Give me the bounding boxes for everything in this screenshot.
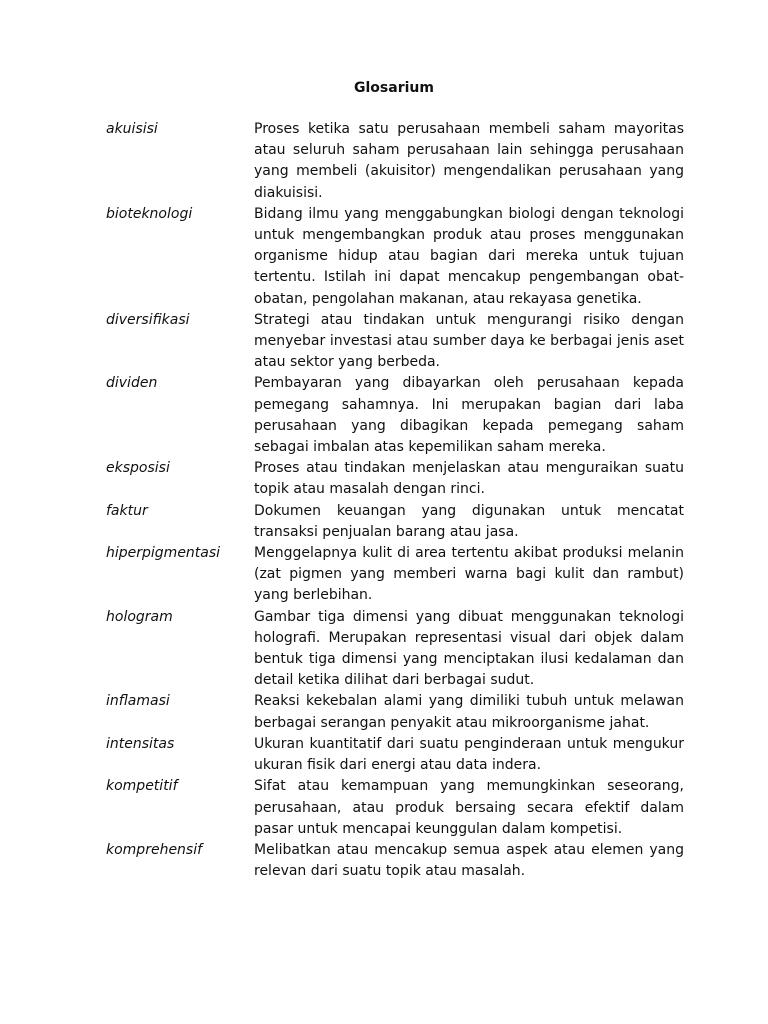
glossary-entry (106, 543, 684, 607)
glossary-entry (106, 119, 684, 204)
glossary-term: hiperpigmentasi (106, 545, 221, 562)
glossary-entry (106, 373, 684, 458)
glossary-definition: Ukuran kuantitatif dari suatu penginderaan untuk mengukur ukuran fisik dari energi atau data indera. (254, 735, 684, 774)
glossary-definition: Strategi atau tindakan untuk mengurangi risiko dengan menyebar investasi atau sumber daya ke berbagai jenis aset atau sektor yang berbeda. (254, 311, 684, 371)
glossary-term: bioteknologi (106, 205, 193, 222)
glossary-term: inflamasi (106, 693, 170, 710)
glossary-entry (106, 607, 684, 692)
glossary-term: akuisisi (106, 121, 158, 137)
glossary-term: dividen (106, 375, 158, 392)
glossary-entry (106, 840, 684, 882)
glossary-term: eksposisi (106, 460, 170, 477)
glossary-definition: Melibatkan atau mencakup semua aspek atau elemen yang relevan dari suatu topik atau masalah. (254, 841, 684, 880)
glossary-definition: Proses atau tindakan menjelaskan atau menguraikan suatu topik atau masalah dengan rinci. (254, 460, 684, 498)
glossary-entry (106, 776, 684, 840)
glossary-term: diversifikasi (106, 311, 190, 328)
glossary-term: komprehensif (106, 841, 203, 858)
glossary-definition: Proses ketika satu perusahaan membeli saham mayoritas atau seluruh saham perusahaan lain sehingga perusahaan yang membeli (akuisitor) mengendalikan perusahaan yang diakuisisi. (254, 121, 684, 201)
glossary-definition: Menggelapnya kulit di area tertentu akibat produksi melanin (zat pigmen yang memberi warna bagi kulit dan rambut) yang berlebihan. (254, 545, 684, 604)
glossary-term: kompetitif (106, 778, 178, 795)
glossary-definition: Bidang ilmu yang menggabungkan biologi dengan teknologi untuk mengembangkan produk atau proses menggunakan organisme hidup atau bagian dari mereka untuk tujuan tertentu. Istilah ini dapat mencakup pengembangan obat-obatan, pengolahan makanan, atau rekayasa genetika. (254, 205, 684, 307)
glossary-entry (106, 501, 684, 543)
glossary-entry (106, 691, 684, 733)
glossary-definition: Reaksi kekebalan alami yang dimiliki tubuh untuk melawan berbagai serangan penyakit atau mikroorganisme jahat. (254, 693, 684, 731)
glossary-definition: Sifat atau kemampuan yang memungkinkan seseorang, perusahaan, atau produk bersaing secara efektif dalam pasar untuk mencapai keunggulan dalam kompetisi. (254, 778, 684, 837)
glossary-definition: Pembayaran yang dibayarkan oleh perusahaan kepada pemegang sahamnya. Ini merupakan bagian dari laba perusahaan yang dibagikan kepada pemegang saham sebagai imbalan atas kepemilikan saham mereka. (254, 375, 684, 456)
glossary-definition: Gambar tiga dimensi yang dibuat menggunakan teknologi holografi. Merupakan representasi visual dari objek dalam bentuk tiga dimensi yang menciptakan ilusi kedalaman dan detail ketika dilihat dari berbagai sudut. (254, 608, 684, 689)
glossary-list (106, 119, 684, 882)
glossary-entry (106, 310, 684, 374)
glossary-entry (106, 204, 684, 310)
glossary-entry (106, 734, 684, 776)
glossary-entry (106, 458, 684, 500)
page-title: Glosarium (354, 80, 434, 96)
glossary-term: intensitas (106, 735, 175, 752)
glossary-term: hologram (106, 608, 173, 625)
glossary-definition: Dokumen keuangan yang digunakan untuk mencatat transaksi penjualan barang atau jasa. (254, 502, 684, 540)
glossary-term: faktur (106, 502, 148, 519)
